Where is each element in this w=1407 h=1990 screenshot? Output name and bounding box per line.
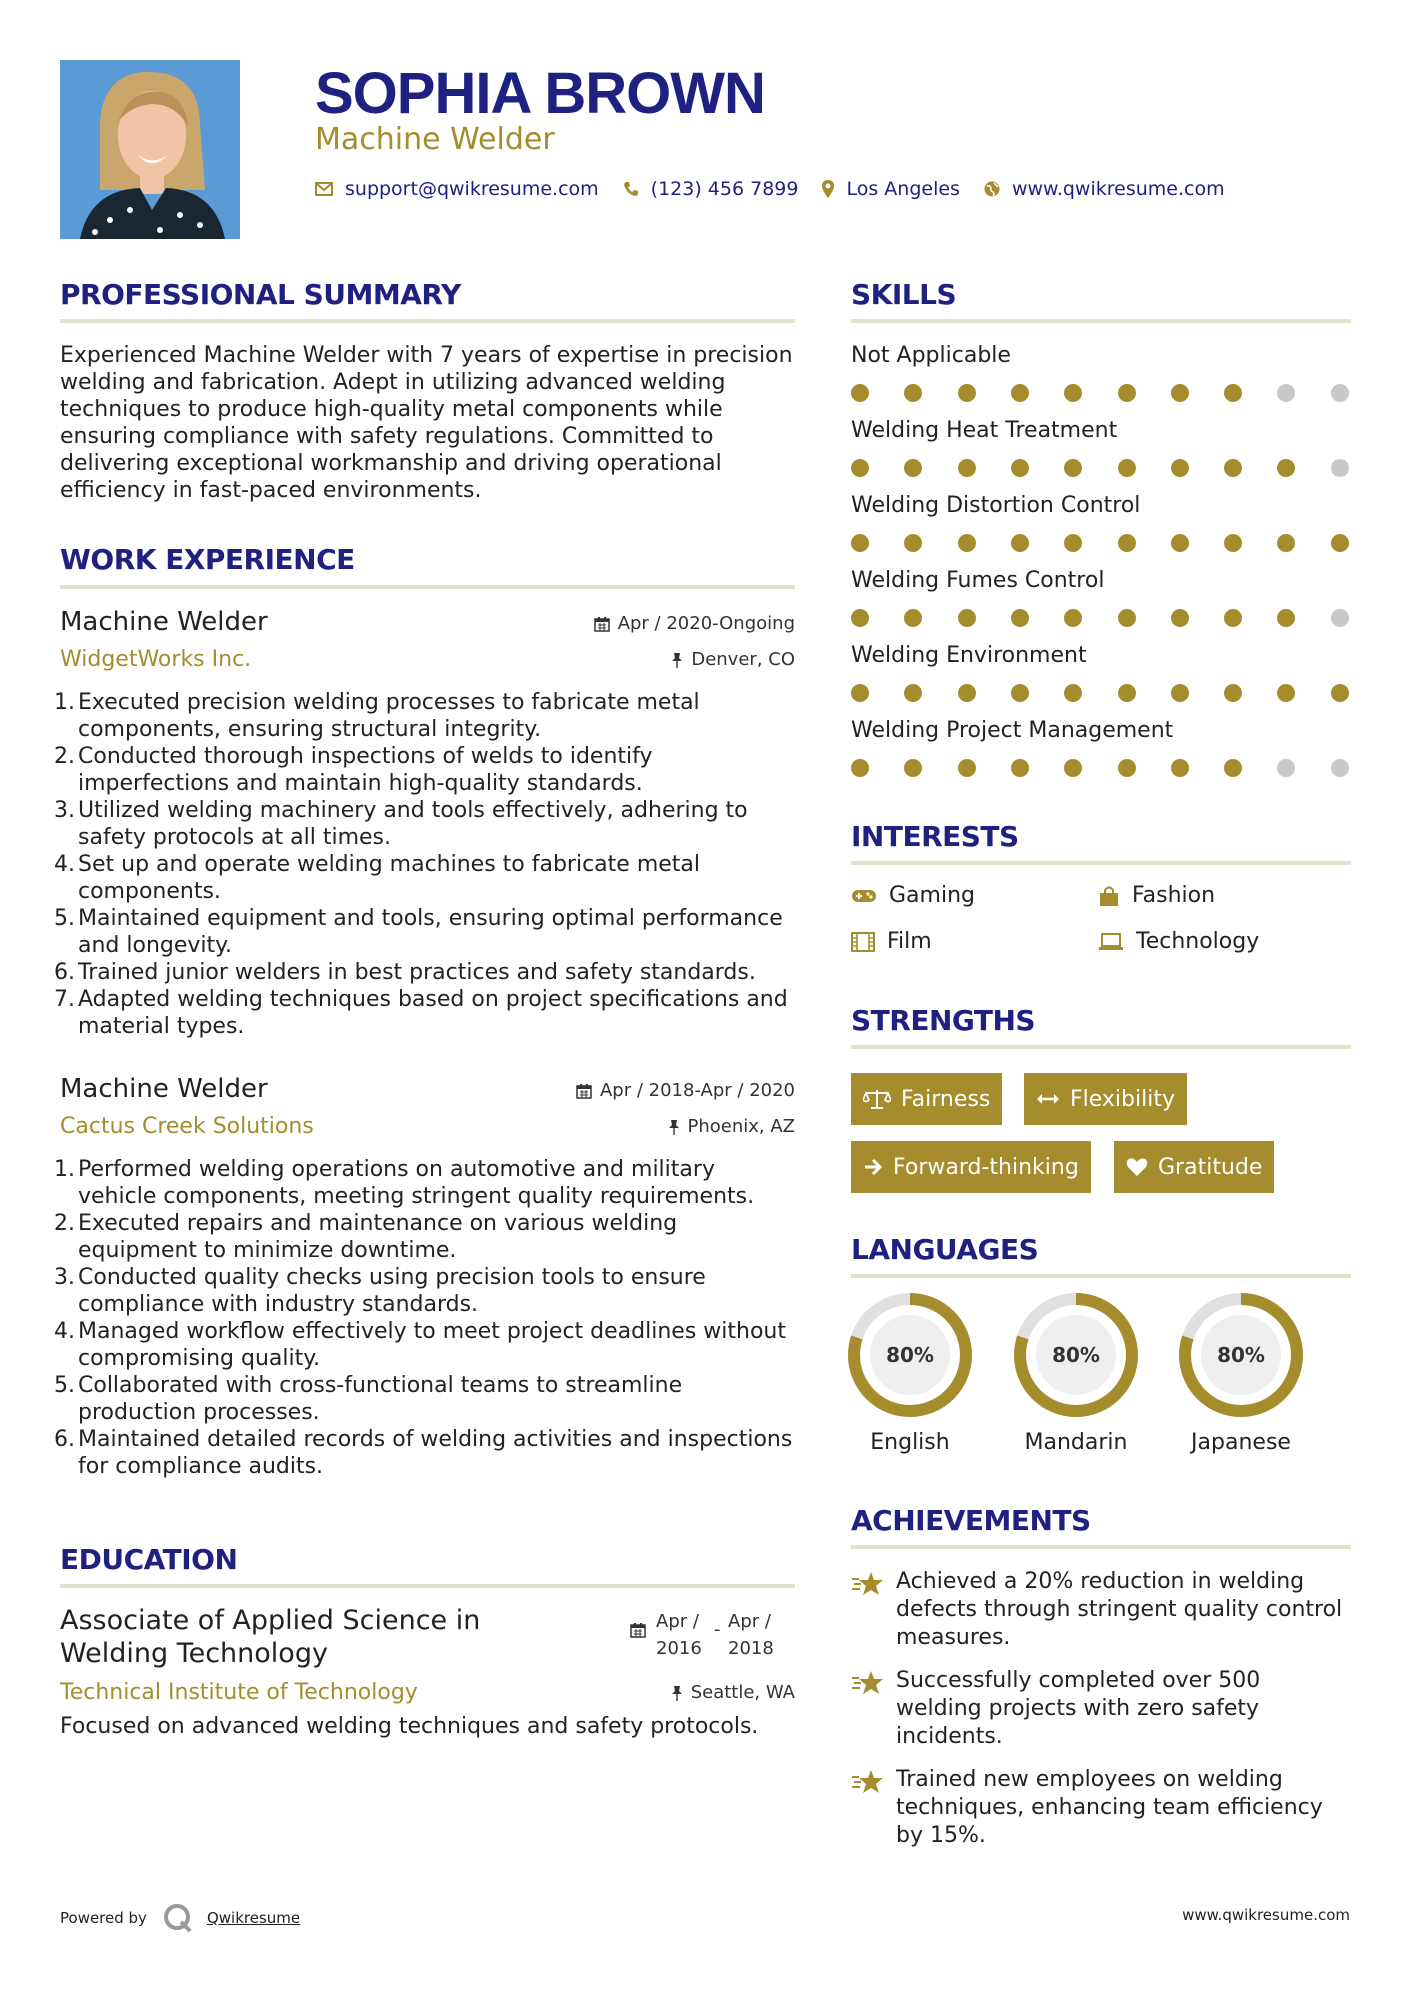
education-divider (60, 1584, 795, 1588)
star-icon (851, 1669, 885, 1701)
skill-rating (851, 384, 1351, 404)
job-entry (54, 1074, 795, 1494)
summary-heading: PROFESSIONAL SUMMARY (60, 278, 461, 311)
education-end-date: Apr / 2018 (728, 1611, 774, 1659)
skill-name: Welding Distortion Control (851, 493, 1141, 518)
skill-dot-filled (1224, 384, 1242, 402)
strength-badge: Fairness (851, 1073, 1002, 1125)
job-bullets (54, 689, 795, 1040)
list-item: 1. Performed welding operations on automotive and military vehicle components, meeting stringent quality requirements. (54, 1157, 755, 1209)
globe-icon (984, 181, 1000, 197)
profile-photo (60, 60, 240, 239)
skill-dot-filled (904, 534, 922, 552)
star-icon (851, 1768, 885, 1800)
powered-by-label: Powered by (60, 1909, 147, 1927)
strength-badge: Forward-thinking (851, 1141, 1091, 1193)
skill-dot-filled (851, 534, 869, 552)
education-heading: EDUCATION (60, 1543, 238, 1576)
job-location-text: Denver, CO (691, 649, 795, 670)
skill-dot-filled (958, 384, 976, 402)
language-name: English (870, 1430, 950, 1455)
skill-item (851, 342, 1351, 412)
skill-dot-filled (1064, 459, 1082, 477)
skill-dot-filled (851, 384, 869, 402)
job-date (576, 1080, 795, 1101)
brand-link[interactable]: Qwikresume (206, 1909, 301, 1927)
interest-fashion: Fashion (1098, 883, 1215, 908)
skill-dot-filled (1118, 684, 1136, 702)
arrow-right-icon (863, 1158, 883, 1176)
job-location (671, 649, 795, 670)
skill-dot-filled (851, 459, 869, 477)
interests-heading: INTERESTS (851, 820, 1019, 853)
candidate-name: SOPHIA BROWN (315, 61, 765, 126)
skill-dot-filled (851, 684, 869, 702)
skill-dot-empty (1277, 759, 1295, 777)
star-icon (851, 1570, 885, 1602)
skill-dot-filled (958, 459, 976, 477)
calendar-icon (630, 1622, 646, 1638)
job-location (668, 1116, 796, 1137)
map-marker-icon (822, 180, 834, 198)
language-ring (1178, 1292, 1304, 1418)
languages-heading: LANGUAGES (851, 1233, 1039, 1266)
job-date-text: Apr / 2020-Ongoing (617, 613, 795, 634)
strength-badge: Gratitude (1114, 1141, 1274, 1193)
skill-dot-filled (904, 684, 922, 702)
ring-percent-label: 80% (1052, 1343, 1100, 1367)
achievement-item (851, 1667, 1351, 1757)
contact-bar (315, 178, 1249, 200)
skill-dot-filled (904, 759, 922, 777)
skill-dot-filled (1064, 684, 1082, 702)
skill-name: Not Applicable (851, 343, 1011, 368)
interest-film: Film (851, 929, 932, 954)
skill-item (851, 717, 1351, 787)
skill-dot-filled (1171, 759, 1189, 777)
heart-icon (1126, 1157, 1148, 1177)
achievement-item (851, 1568, 1351, 1658)
skill-dot-empty (1277, 384, 1295, 402)
skill-dot-filled (904, 609, 922, 627)
skill-dot-filled (1011, 609, 1029, 627)
work-heading: WORK EXPERIENCE (60, 543, 355, 576)
job-company: Cactus Creek Solutions (60, 1114, 314, 1139)
education-degree: Associate of Applied Science in Welding Technology (60, 1605, 481, 1669)
skill-dot-filled (1331, 534, 1349, 552)
calendar-icon (576, 1083, 592, 1099)
skill-dot-filled (1331, 684, 1349, 702)
summary-text: Experienced Machine Welder with 7 years of expertise in precision welding and fabrication. Adept in utilizing advanced welding techniques to produce high-quality metal components while ensuring compliance with safety regulations. Committed to delivering exceptional workmanship and driving operational efficiency in fast-paced environments. (60, 343, 793, 503)
skills-divider (851, 319, 1351, 323)
education-dates (630, 1608, 786, 1662)
skill-dot-filled (1277, 609, 1295, 627)
skill-dot-filled (1171, 609, 1189, 627)
job-location-text: Phoenix, AZ (687, 1116, 795, 1137)
gamepad-icon (851, 888, 877, 904)
education-location: Seattle, WA (671, 1682, 795, 1703)
skill-name: Welding Project Management (851, 718, 1174, 743)
skill-rating (851, 609, 1351, 629)
education-date-dash: - (714, 1619, 721, 1640)
skill-dot-empty (1331, 459, 1349, 477)
skill-dot-filled (1277, 534, 1295, 552)
skill-dot-filled (1011, 684, 1029, 702)
skill-dot-filled (1118, 534, 1136, 552)
skill-dot-filled (1171, 684, 1189, 702)
skill-dot-filled (1011, 534, 1029, 552)
skill-dot-filled (851, 759, 869, 777)
language-name: Mandarin (1024, 1430, 1128, 1455)
list-item: 5. Collaborated with cross-functional teams to streamline production processes. (54, 1373, 683, 1425)
job-title: Machine Welder (60, 1074, 268, 1104)
achievement-text: Successfully completed over 500 welding projects with zero safety incidents. (896, 1668, 1261, 1749)
footer-website[interactable]: www.qwikresume.com (1182, 1906, 1350, 1924)
profile-photo-image (60, 60, 240, 239)
skill-rating (851, 759, 1351, 779)
skill-item (851, 417, 1351, 487)
skill-dot-filled (1171, 384, 1189, 402)
language-name: Japanese (1191, 1430, 1291, 1455)
skill-dot-filled (1224, 609, 1242, 627)
skill-dot-empty (1331, 609, 1349, 627)
skill-dot-empty (1331, 384, 1349, 402)
ring-percent-label: 80% (1217, 1343, 1265, 1367)
languages-divider (851, 1274, 1351, 1278)
job-company: WidgetWorks Inc. (60, 647, 252, 672)
education-school: Technical Institute of Technology (60, 1680, 418, 1705)
skills-heading: SKILLS (851, 278, 957, 311)
job-date (594, 613, 795, 634)
list-item: 2. Conducted thorough inspections of welds to identify imperfections and maintain high-quality standards. (54, 744, 653, 796)
phone-icon (623, 181, 639, 197)
skill-rating (851, 534, 1351, 554)
skill-rating (851, 684, 1351, 704)
pushpin-icon (671, 652, 683, 668)
skill-dot-filled (1224, 684, 1242, 702)
skill-dot-filled (958, 534, 976, 552)
language-item (845, 1292, 975, 1455)
skill-dot-filled (1118, 384, 1136, 402)
language-item (1011, 1292, 1141, 1455)
skill-dot-filled (904, 384, 922, 402)
ring-percent-label: 80% (886, 1343, 934, 1367)
arrows-horizontal-icon (1036, 1092, 1060, 1106)
strength-badge: Flexibility (1024, 1073, 1187, 1125)
skill-dot-filled (958, 684, 976, 702)
job-entry (54, 607, 795, 1047)
language-ring (1013, 1292, 1139, 1418)
skill-dot-filled (1011, 384, 1029, 402)
education-description: Focused on advanced welding techniques and safety protocols. (60, 1714, 759, 1739)
achievement-text: Achieved a 20% reduction in welding defects through stringent quality control measures. (896, 1569, 1343, 1650)
work-divider (60, 585, 795, 589)
strengths-divider (851, 1045, 1351, 1049)
balance-scale-icon (863, 1088, 891, 1110)
skill-dot-filled (1118, 459, 1136, 477)
skill-dot-empty (1331, 759, 1349, 777)
language-ring (847, 1292, 973, 1418)
skill-dot-filled (1171, 459, 1189, 477)
skill-dot-filled (1118, 609, 1136, 627)
skill-rating (851, 459, 1351, 479)
skill-dot-filled (1224, 759, 1242, 777)
list-item: 3. Conducted quality checks using precision tools to ensure compliance with industry standards. (54, 1265, 706, 1317)
list-item: 2. Executed repairs and maintenance on various welding equipment to minimize downtime. (54, 1211, 678, 1263)
contact-phone[interactable]: (123) 456 7899 (650, 178, 799, 200)
skill-item (851, 492, 1351, 562)
list-item: 5. Maintained equipment and tools, ensuring optimal performance and longevity. (54, 906, 783, 958)
skill-dot-filled (1064, 609, 1082, 627)
skill-dot-filled (904, 459, 922, 477)
shopping-bag-icon (1098, 885, 1120, 907)
contact-email[interactable]: support@qwikresume.com (345, 178, 599, 200)
pushpin-icon (671, 1685, 683, 1701)
achievements-divider (851, 1545, 1351, 1549)
skill-name: Welding Heat Treatment (851, 418, 1118, 443)
list-item: 4. Set up and operate welding machines to fabricate metal components. (54, 852, 701, 904)
skill-item (851, 642, 1351, 712)
skill-dot-filled (851, 609, 869, 627)
skill-dot-filled (1011, 759, 1029, 777)
footer-branding (60, 1903, 300, 1933)
skill-item (851, 567, 1351, 637)
list-item: 7. Adapted welding techniques based on project specifications and material types. (54, 987, 788, 1039)
achievement-text: Trained new employees on welding techniques, enhancing team efficiency by 15%. (896, 1767, 1323, 1848)
education-start-date: Apr / 2016 (656, 1611, 702, 1659)
list-item: 3. Utilized welding machinery and tools effectively, adhering to safety protocols at all times. (54, 798, 748, 850)
list-item: 1. Executed precision welding processes to fabricate metal components, ensuring structural integrity. (54, 690, 700, 742)
envelope-icon (315, 182, 333, 196)
list-item: 6. Trained junior welders in best practices and safety standards. (54, 960, 756, 985)
skill-dot-filled (1064, 384, 1082, 402)
job-title: Machine Welder (60, 607, 268, 637)
job-date-text: Apr / 2018-Apr / 2020 (599, 1080, 795, 1101)
job-bullets (54, 1156, 795, 1480)
skill-name: Welding Environment (851, 643, 1087, 668)
calendar-icon (594, 616, 610, 632)
achievement-item (851, 1766, 1351, 1856)
skill-dot-filled (1064, 534, 1082, 552)
skill-dot-filled (958, 609, 976, 627)
skill-dot-filled (1011, 459, 1029, 477)
interests-divider (851, 861, 1351, 865)
language-item (1176, 1292, 1306, 1455)
skill-dot-filled (1277, 684, 1295, 702)
skill-dot-filled (1224, 534, 1242, 552)
contact-website[interactable]: www.qwikresume.com (1011, 178, 1225, 200)
skill-dot-filled (1277, 459, 1295, 477)
pushpin-icon (668, 1119, 680, 1135)
contact-location: Los Angeles (846, 178, 960, 200)
skill-dot-filled (958, 759, 976, 777)
skill-dot-filled (1224, 459, 1242, 477)
candidate-title: Machine Welder (315, 122, 555, 157)
skill-name: Welding Fumes Control (851, 568, 1105, 593)
summary-divider (60, 319, 795, 323)
film-icon (851, 932, 875, 952)
list-item: 4. Managed workflow effectively to meet project deadlines without compromising quality. (54, 1319, 786, 1371)
skill-dot-filled (1171, 534, 1189, 552)
laptop-icon (1098, 933, 1124, 951)
interest-gaming: Gaming (851, 883, 975, 908)
strengths-heading: STRENGTHS (851, 1004, 1036, 1037)
list-item: 6. Maintained detailed records of welding activities and inspections for compliance audits. (54, 1427, 793, 1479)
achievements-heading: ACHIEVEMENTS (851, 1504, 1091, 1537)
skill-dot-filled (1118, 759, 1136, 777)
interest-technology: Technology (1098, 929, 1259, 954)
skill-dot-filled (1064, 759, 1082, 777)
qwikresume-logo-icon (163, 1903, 193, 1933)
